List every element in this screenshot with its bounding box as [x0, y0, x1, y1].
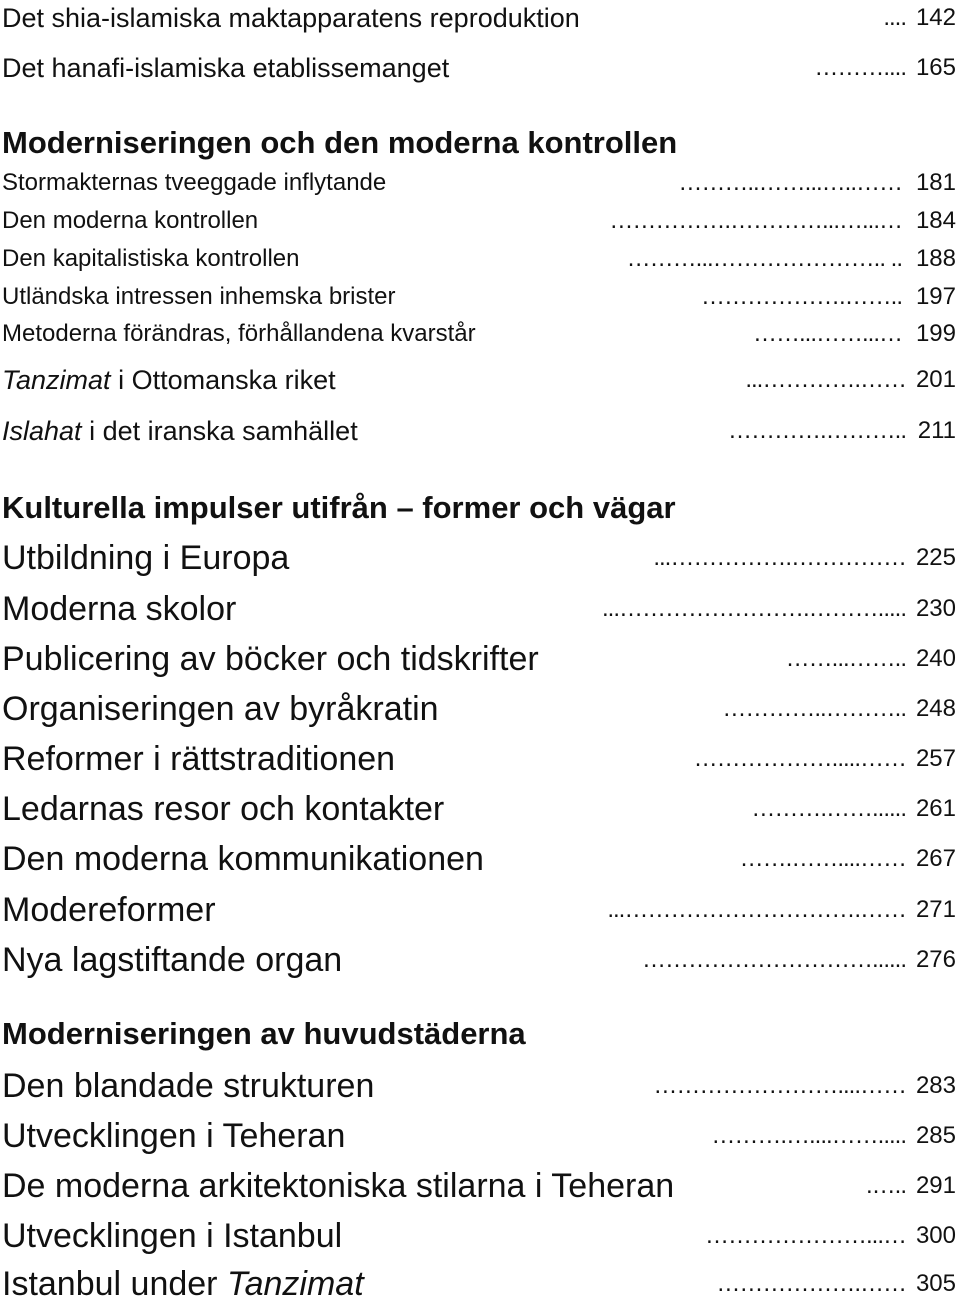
toc-entry-page: 230: [915, 595, 956, 622]
toc-entry-leader: ……….……......: [751, 795, 906, 822]
toc-entry-title: Stormakternas tveeggade inflytande: [2, 169, 387, 196]
toc-entry-title-rest: i det iranska samhället: [81, 416, 358, 446]
toc-entry-leader: ...…………………….……….....: [601, 595, 906, 622]
toc-entry-page: 142: [915, 4, 956, 31]
toc-entry: [2, 1116, 956, 1156]
toc-entry-page: 285: [915, 1122, 956, 1149]
toc-entry: [2, 689, 956, 729]
toc-entry-leader: ……………….....……: [693, 745, 906, 772]
toc-entry-title: [2, 415, 358, 447]
toc-entry-page: 211: [917, 417, 956, 444]
toc-entry: [2, 839, 956, 879]
toc-entry-page: 283: [915, 1072, 956, 1099]
toc-entry-title: Utvecklingen i Istanbul: [2, 1217, 343, 1255]
toc-entry-title: Publicering av böcker och tidskrifter: [2, 640, 539, 678]
toc-entry-title: Modereformer: [2, 891, 216, 929]
toc-entry-title: Ledarnas resor och kontakter: [2, 790, 445, 828]
toc-entry-page: 248: [915, 695, 956, 722]
toc-entry-page: 201: [915, 366, 956, 393]
toc-entry-title: [2, 364, 336, 396]
toc-entry-leader: ....: [883, 4, 906, 31]
toc-entry-title: Det hanafi-islamiska etablissemanget: [2, 53, 450, 83]
toc-entry-title: Organiseringen av byråkratin: [2, 690, 439, 728]
toc-entry-page: 305: [915, 1270, 956, 1297]
toc-entry: [2, 206, 956, 236]
toc-entry-title: Den blandade strukturen: [2, 1067, 375, 1105]
toc-entry-title: Den moderna kontrollen: [2, 207, 259, 234]
toc-entry-leader: ………..……...…..……: [678, 169, 902, 196]
toc-entry-page: 291: [915, 1172, 956, 1199]
toc-entry-title: Den kapitalistiska kontrollen: [2, 245, 300, 272]
toc-entry: [2, 1166, 956, 1206]
toc-entry: [2, 940, 956, 980]
toc-entry-leader: ……….…....…….....: [711, 1122, 906, 1149]
toc-entry: [2, 415, 956, 447]
toc-entry-title: Metoderna förändras, förhållandena kvarstår: [2, 320, 476, 347]
toc-entry-page: 188: [915, 245, 956, 272]
toc-entry: [2, 364, 956, 396]
toc-entry-page: 261: [915, 795, 956, 822]
toc-entry-leader: ………....: [814, 54, 906, 81]
toc-entry-title-italic: Tanzimat: [2, 365, 111, 395]
toc-entry-title: [2, 1264, 364, 1304]
toc-entry-leader: .…..: [865, 1172, 906, 1199]
toc-entry-leader: …………….…………...…...…: [609, 207, 902, 234]
toc-entry-leader: ……………….……: [716, 1270, 906, 1297]
toc-entry-title-italic: Tanzimat: [226, 1265, 364, 1303]
toc-entry-leader: ………….………..: [727, 417, 906, 444]
toc-entry-title: Det shia-islamiska maktapparatens reproduktion: [2, 3, 580, 33]
toc-entry-page: 199: [915, 320, 956, 347]
toc-entry-title-italic: Islahat: [2, 416, 82, 446]
toc-entry-page: 267: [915, 845, 956, 872]
toc-entry-page: 276: [915, 946, 956, 973]
toc-entry-page: 197: [915, 283, 956, 310]
toc-entry-leader: ...………………………….……: [607, 896, 906, 923]
toc-entry-leader: ……………………....……: [653, 1072, 906, 1099]
toc-entry-title: Reformer i rättstraditionen: [2, 740, 396, 778]
toc-entry-page: 257: [915, 745, 956, 772]
toc-entry-leader: ...…………….……………: [653, 544, 906, 571]
toc-entry-page: 225: [915, 544, 956, 571]
section-heading: Moderniseringen av huvudstäderna: [2, 1016, 526, 1051]
section-heading: Moderniseringen och den moderna kontrollen: [2, 125, 678, 160]
toc-entry: [2, 589, 956, 629]
toc-entry-title-rest: Istanbul under: [2, 1265, 227, 1303]
toc-entry: [2, 52, 956, 84]
toc-entry-title: De moderna arkitektoniska stilarna i Teheran: [2, 1167, 675, 1205]
toc-entry-page: 271: [915, 896, 956, 923]
toc-entry-leader: …………………...…: [704, 1222, 906, 1249]
toc-entry-title: Moderna skolor: [2, 590, 237, 628]
toc-entry: [2, 739, 956, 779]
toc-entry: [2, 1264, 956, 1304]
toc-entry-page: 300: [915, 1222, 956, 1249]
toc-entry-page: 240: [915, 645, 956, 672]
toc-entry-leader: …………..………..: [722, 695, 906, 722]
toc-entry-title: Nya lagstiftande organ: [2, 941, 343, 979]
toc-entry-leader: ……………….……..: [700, 283, 902, 310]
toc-entry-leader: …………………………......: [641, 946, 906, 973]
toc-entry-leader: ...………….……: [745, 366, 906, 393]
toc-entry: [2, 1216, 956, 1256]
toc-entry: [2, 639, 956, 679]
toc-entry-leader: ………...………………….. ..: [626, 245, 902, 272]
toc-entry: [2, 168, 956, 198]
toc-entry: [2, 2, 956, 34]
toc-entry-leader: ……...……..: [785, 645, 906, 672]
toc-entry-title: Den moderna kommunikationen: [2, 840, 484, 878]
toc-entry-title: Utvecklingen i Teheran: [2, 1117, 346, 1155]
toc-entry: [2, 244, 956, 274]
toc-entry-leader: ……...……...…: [752, 320, 902, 347]
toc-entry: [2, 282, 956, 312]
toc-entry: [2, 890, 956, 930]
toc-entry-page: 165: [915, 54, 956, 81]
toc-entry-leader: …….……....……: [739, 845, 906, 872]
toc-entry: [2, 789, 956, 829]
toc-entry-title: Utländska intressen inhemska brister: [2, 283, 396, 310]
toc-entry: [2, 319, 956, 349]
toc-entry-title-rest: i Ottomanska riket: [110, 365, 336, 395]
toc-entry: [2, 538, 956, 578]
toc-entry-page: 181: [915, 169, 956, 196]
toc-entry-title: Utbildning i Europa: [2, 539, 290, 577]
toc-entry-page: 184: [915, 207, 956, 234]
toc-entry: [2, 1066, 956, 1106]
section-heading: Kulturella impulser utifrån – former och vägar: [2, 490, 676, 525]
